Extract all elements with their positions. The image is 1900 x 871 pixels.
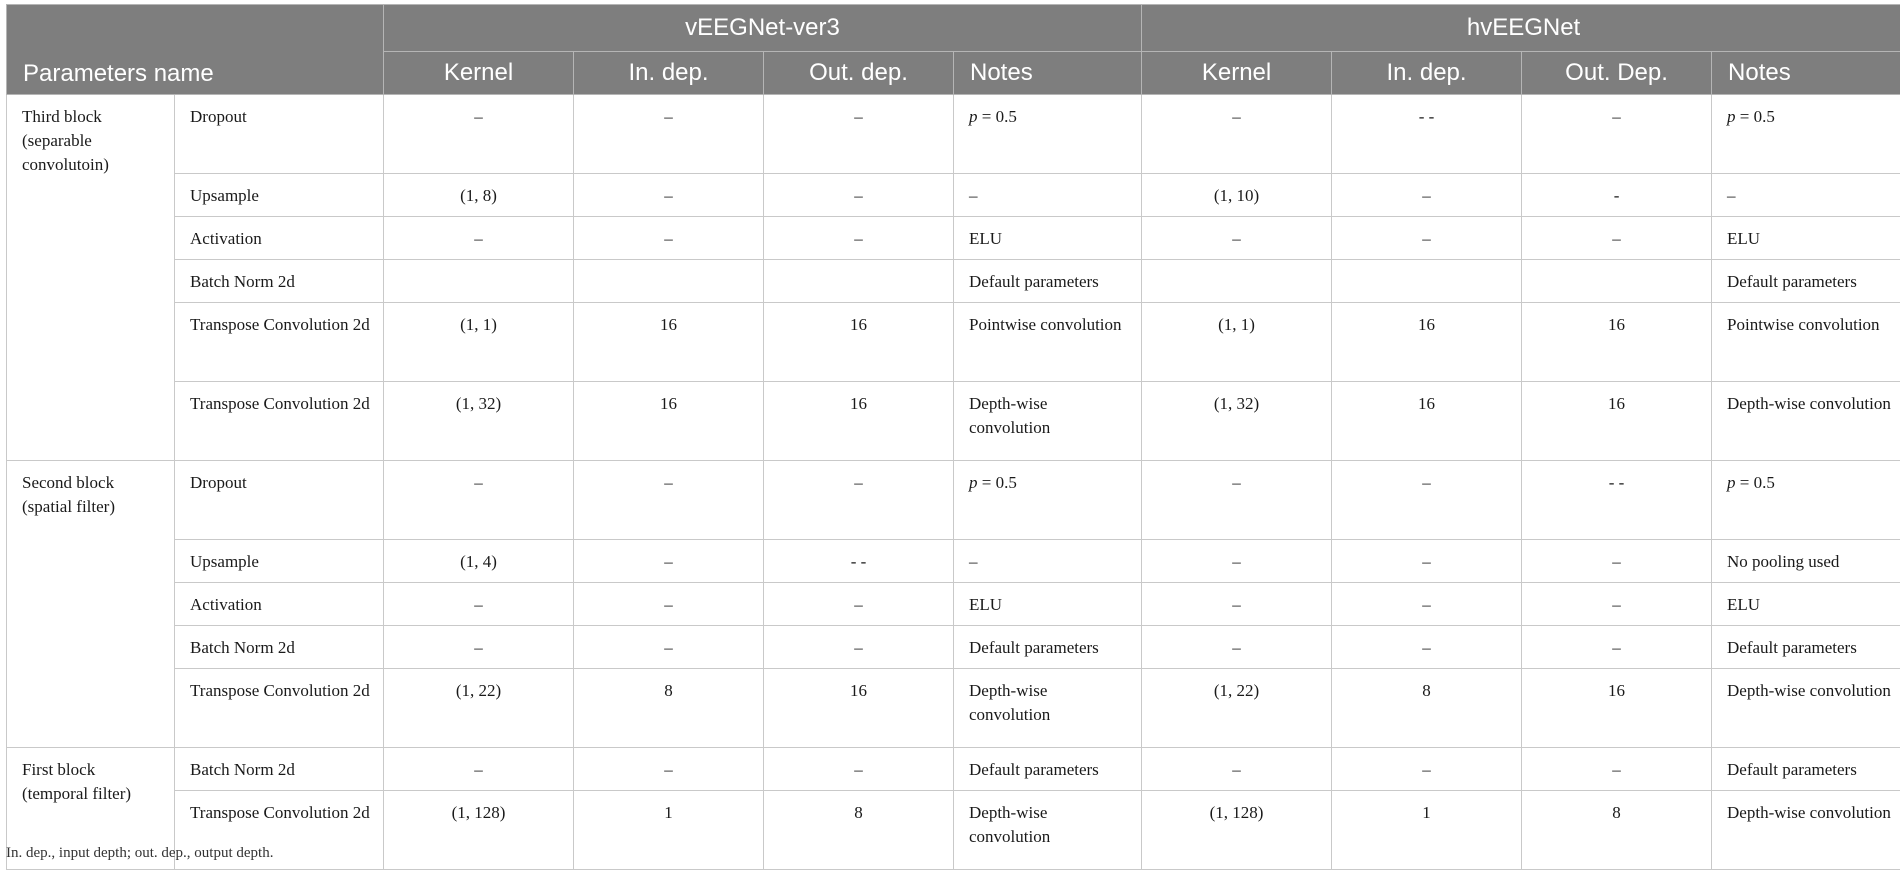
right-kernel-cell: – bbox=[1142, 217, 1332, 260]
left-notes-cell bbox=[954, 626, 1142, 669]
left-kernel-cell: – bbox=[384, 217, 574, 260]
table-footnote: In. dep., input depth; out. dep., output depth. bbox=[6, 845, 274, 861]
left-kernel-cell bbox=[384, 260, 574, 303]
notes-text: ELU bbox=[969, 229, 1003, 248]
left-in-depth-cell: 16 bbox=[574, 303, 764, 382]
notes-text: Pointwise convolution bbox=[1727, 315, 1880, 334]
col-header-right-notes: Notes bbox=[1712, 52, 1900, 95]
left-notes-cell bbox=[954, 303, 1142, 382]
notes-text: Default parameters bbox=[1727, 272, 1857, 291]
right-out-depth-cell: – bbox=[1522, 748, 1712, 791]
left-notes-cell bbox=[954, 461, 1142, 540]
right-in-depth-cell: 8 bbox=[1332, 669, 1522, 748]
left-notes-cell bbox=[954, 174, 1142, 217]
col-header-left-notes: Notes bbox=[954, 52, 1142, 95]
left-out-depth-cell: 8 bbox=[764, 791, 954, 870]
p-variable: p bbox=[969, 473, 978, 492]
layer-name: Activation bbox=[175, 217, 384, 260]
p-variable: p bbox=[969, 107, 978, 126]
notes-text: = 0.5 bbox=[977, 107, 1017, 126]
left-in-depth-cell: 8 bbox=[574, 669, 764, 748]
table-row bbox=[7, 95, 1900, 174]
left-kernel-cell: (1, 32) bbox=[384, 382, 574, 461]
right-kernel-cell: – bbox=[1142, 626, 1332, 669]
notes-text: – bbox=[969, 552, 978, 571]
right-in-depth-cell: – bbox=[1332, 583, 1522, 626]
right-in-depth-cell: – bbox=[1332, 626, 1522, 669]
layer-name: Transpose Convolution 2d bbox=[175, 791, 384, 870]
left-in-depth-cell: – bbox=[574, 217, 764, 260]
right-in-depth-cell: – bbox=[1332, 748, 1522, 791]
left-in-depth-cell: – bbox=[574, 174, 764, 217]
left-in-depth-cell: – bbox=[574, 95, 764, 174]
left-out-depth-cell bbox=[764, 260, 954, 303]
layer-name: Activation bbox=[175, 583, 384, 626]
notes-text: = 0.5 bbox=[1735, 473, 1775, 492]
p-variable: p bbox=[1727, 107, 1736, 126]
right-out-depth-cell bbox=[1522, 260, 1712, 303]
notes-text: Depth-wise convolution bbox=[1727, 681, 1891, 700]
right-notes-cell bbox=[1712, 382, 1900, 461]
left-out-depth-cell: – bbox=[764, 217, 954, 260]
left-kernel-cell: (1, 8) bbox=[384, 174, 574, 217]
notes-text: Default parameters bbox=[969, 760, 1099, 779]
table-container bbox=[6, 4, 1896, 870]
table-row bbox=[7, 583, 1900, 626]
right-out-depth-cell: 16 bbox=[1522, 303, 1712, 382]
layer-name: Transpose Convolution 2d bbox=[175, 669, 384, 748]
notes-text: Depth-wise convolution bbox=[969, 803, 1051, 846]
notes-text: Default parameters bbox=[1727, 760, 1857, 779]
layer-name: Dropout bbox=[175, 95, 384, 174]
right-kernel-cell: – bbox=[1142, 748, 1332, 791]
table-row bbox=[7, 382, 1900, 461]
table-row bbox=[7, 540, 1900, 583]
notes-text: Depth-wise convolution bbox=[969, 681, 1051, 724]
left-notes-cell bbox=[954, 95, 1142, 174]
right-notes-cell bbox=[1712, 260, 1900, 303]
right-out-depth-cell: – bbox=[1522, 540, 1712, 583]
notes-text: Depth-wise convolution bbox=[969, 394, 1051, 437]
left-in-depth-cell: – bbox=[574, 626, 764, 669]
left-in-depth-cell: – bbox=[574, 583, 764, 626]
right-in-depth-cell: 16 bbox=[1332, 382, 1522, 461]
left-kernel-cell: (1, 4) bbox=[384, 540, 574, 583]
col-header-left-kernel: Kernel bbox=[384, 52, 574, 95]
right-notes-cell bbox=[1712, 791, 1900, 870]
left-notes-cell bbox=[954, 540, 1142, 583]
left-kernel-cell: (1, 128) bbox=[384, 791, 574, 870]
right-kernel-cell bbox=[1142, 260, 1332, 303]
left-notes-cell bbox=[954, 748, 1142, 791]
col-header-right-out-dep: Out. Dep. bbox=[1522, 52, 1712, 95]
left-kernel-cell: – bbox=[384, 583, 574, 626]
left-out-depth-cell: – bbox=[764, 583, 954, 626]
right-out-depth-cell: 16 bbox=[1522, 382, 1712, 461]
right-out-depth-cell: - - bbox=[1522, 461, 1712, 540]
table-row bbox=[7, 791, 1900, 870]
col-header-right-kernel: Kernel bbox=[1142, 52, 1332, 95]
right-notes-cell bbox=[1712, 583, 1900, 626]
p-variable: p bbox=[1727, 473, 1736, 492]
right-notes-cell bbox=[1712, 217, 1900, 260]
block-label: Third block (separable convolutoin) bbox=[7, 95, 175, 461]
left-kernel-cell: – bbox=[384, 95, 574, 174]
right-out-depth-cell: – bbox=[1522, 95, 1712, 174]
right-notes-cell bbox=[1712, 540, 1900, 583]
left-kernel-cell: – bbox=[384, 748, 574, 791]
notes-text: Depth-wise convolution bbox=[1727, 803, 1891, 822]
table-row bbox=[7, 626, 1900, 669]
right-out-depth-cell: – bbox=[1522, 583, 1712, 626]
right-out-depth-cell: 16 bbox=[1522, 669, 1712, 748]
right-in-depth-cell: - - bbox=[1332, 95, 1522, 174]
right-in-depth-cell: 1 bbox=[1332, 791, 1522, 870]
left-kernel-cell: (1, 1) bbox=[384, 303, 574, 382]
notes-text: Pointwise convolution bbox=[969, 315, 1122, 334]
layer-name: Batch Norm 2d bbox=[175, 748, 384, 791]
left-out-depth-cell: – bbox=[764, 626, 954, 669]
notes-text: ELU bbox=[1727, 595, 1761, 614]
left-in-depth-cell bbox=[574, 260, 764, 303]
left-out-depth-cell: – bbox=[764, 174, 954, 217]
left-out-depth-cell: 16 bbox=[764, 303, 954, 382]
left-kernel-cell: – bbox=[384, 461, 574, 540]
left-out-depth-cell: – bbox=[764, 95, 954, 174]
right-kernel-cell: (1, 1) bbox=[1142, 303, 1332, 382]
notes-text: Default parameters bbox=[969, 272, 1099, 291]
notes-text: – bbox=[969, 186, 978, 205]
right-kernel-cell: (1, 32) bbox=[1142, 382, 1332, 461]
right-kernel-cell: (1, 10) bbox=[1142, 174, 1332, 217]
right-in-depth-cell: – bbox=[1332, 461, 1522, 540]
right-kernel-cell: – bbox=[1142, 461, 1332, 540]
right-in-depth-cell: 16 bbox=[1332, 303, 1522, 382]
layer-name: Batch Norm 2d bbox=[175, 260, 384, 303]
notes-text: = 0.5 bbox=[1735, 107, 1775, 126]
layer-name: Upsample bbox=[175, 174, 384, 217]
notes-text: – bbox=[1727, 186, 1736, 205]
table-row bbox=[7, 461, 1900, 540]
right-out-depth-cell: – bbox=[1522, 626, 1712, 669]
right-out-depth-cell: – bbox=[1522, 217, 1712, 260]
right-notes-cell bbox=[1712, 95, 1900, 174]
table-row bbox=[7, 174, 1900, 217]
layer-name: Transpose Convolution 2d bbox=[175, 382, 384, 461]
left-out-depth-cell: 16 bbox=[764, 669, 954, 748]
table-row bbox=[7, 260, 1900, 303]
left-notes-cell bbox=[954, 583, 1142, 626]
table-header bbox=[7, 5, 1900, 95]
left-notes-cell bbox=[954, 382, 1142, 461]
right-notes-cell bbox=[1712, 626, 1900, 669]
layer-name: Upsample bbox=[175, 540, 384, 583]
right-notes-cell bbox=[1712, 669, 1900, 748]
left-in-depth-cell: – bbox=[574, 540, 764, 583]
notes-text: ELU bbox=[969, 595, 1003, 614]
left-notes-cell bbox=[954, 791, 1142, 870]
right-notes-cell bbox=[1712, 748, 1900, 791]
right-kernel-cell: (1, 22) bbox=[1142, 669, 1332, 748]
right-notes-cell bbox=[1712, 303, 1900, 382]
notes-text: No pooling used bbox=[1727, 552, 1840, 571]
right-in-depth-cell: – bbox=[1332, 217, 1522, 260]
table-row bbox=[7, 669, 1900, 748]
table-row bbox=[7, 748, 1900, 791]
right-notes-cell bbox=[1712, 174, 1900, 217]
block-label: First block (temporal filter) bbox=[7, 748, 175, 870]
left-kernel-cell: (1, 22) bbox=[384, 669, 574, 748]
notes-text: ELU bbox=[1727, 229, 1761, 248]
right-in-depth-cell: – bbox=[1332, 174, 1522, 217]
table-row bbox=[7, 217, 1900, 260]
left-out-depth-cell: – bbox=[764, 748, 954, 791]
group-header-left: vEEGNet-ver3 bbox=[384, 5, 1142, 52]
right-in-depth-cell: – bbox=[1332, 540, 1522, 583]
col-header-left-out-dep: Out. dep. bbox=[764, 52, 954, 95]
block-label: Second block (spatial filter) bbox=[7, 461, 175, 748]
layer-name: Batch Norm 2d bbox=[175, 626, 384, 669]
left-out-depth-cell: – bbox=[764, 461, 954, 540]
group-header-right: hvEEGNet bbox=[1142, 5, 1900, 52]
parameters-name-header: Parameters name bbox=[7, 5, 384, 95]
notes-text: = 0.5 bbox=[977, 473, 1017, 492]
table-row bbox=[7, 303, 1900, 382]
left-notes-cell bbox=[954, 260, 1142, 303]
left-in-depth-cell: – bbox=[574, 461, 764, 540]
notes-text: Default parameters bbox=[969, 638, 1099, 657]
left-in-depth-cell: – bbox=[574, 748, 764, 791]
right-kernel-cell: – bbox=[1142, 583, 1332, 626]
right-kernel-cell: – bbox=[1142, 95, 1332, 174]
right-in-depth-cell bbox=[1332, 260, 1522, 303]
right-out-depth-cell: - bbox=[1522, 174, 1712, 217]
col-header-right-in-dep: In. dep. bbox=[1332, 52, 1522, 95]
left-in-depth-cell: 16 bbox=[574, 382, 764, 461]
layer-name: Dropout bbox=[175, 461, 384, 540]
right-kernel-cell: (1, 128) bbox=[1142, 791, 1332, 870]
left-out-depth-cell: 16 bbox=[764, 382, 954, 461]
parameters-table bbox=[6, 4, 1900, 870]
left-out-depth-cell: - - bbox=[764, 540, 954, 583]
right-kernel-cell: – bbox=[1142, 540, 1332, 583]
right-notes-cell bbox=[1712, 461, 1900, 540]
table-body bbox=[7, 95, 1900, 870]
notes-text: Default parameters bbox=[1727, 638, 1857, 657]
layer-name: Transpose Convolution 2d bbox=[175, 303, 384, 382]
left-notes-cell bbox=[954, 669, 1142, 748]
left-kernel-cell: – bbox=[384, 626, 574, 669]
left-notes-cell bbox=[954, 217, 1142, 260]
col-header-left-in-dep: In. dep. bbox=[574, 52, 764, 95]
notes-text: Depth-wise convolution bbox=[1727, 394, 1891, 413]
right-out-depth-cell: 8 bbox=[1522, 791, 1712, 870]
left-in-depth-cell: 1 bbox=[574, 791, 764, 870]
